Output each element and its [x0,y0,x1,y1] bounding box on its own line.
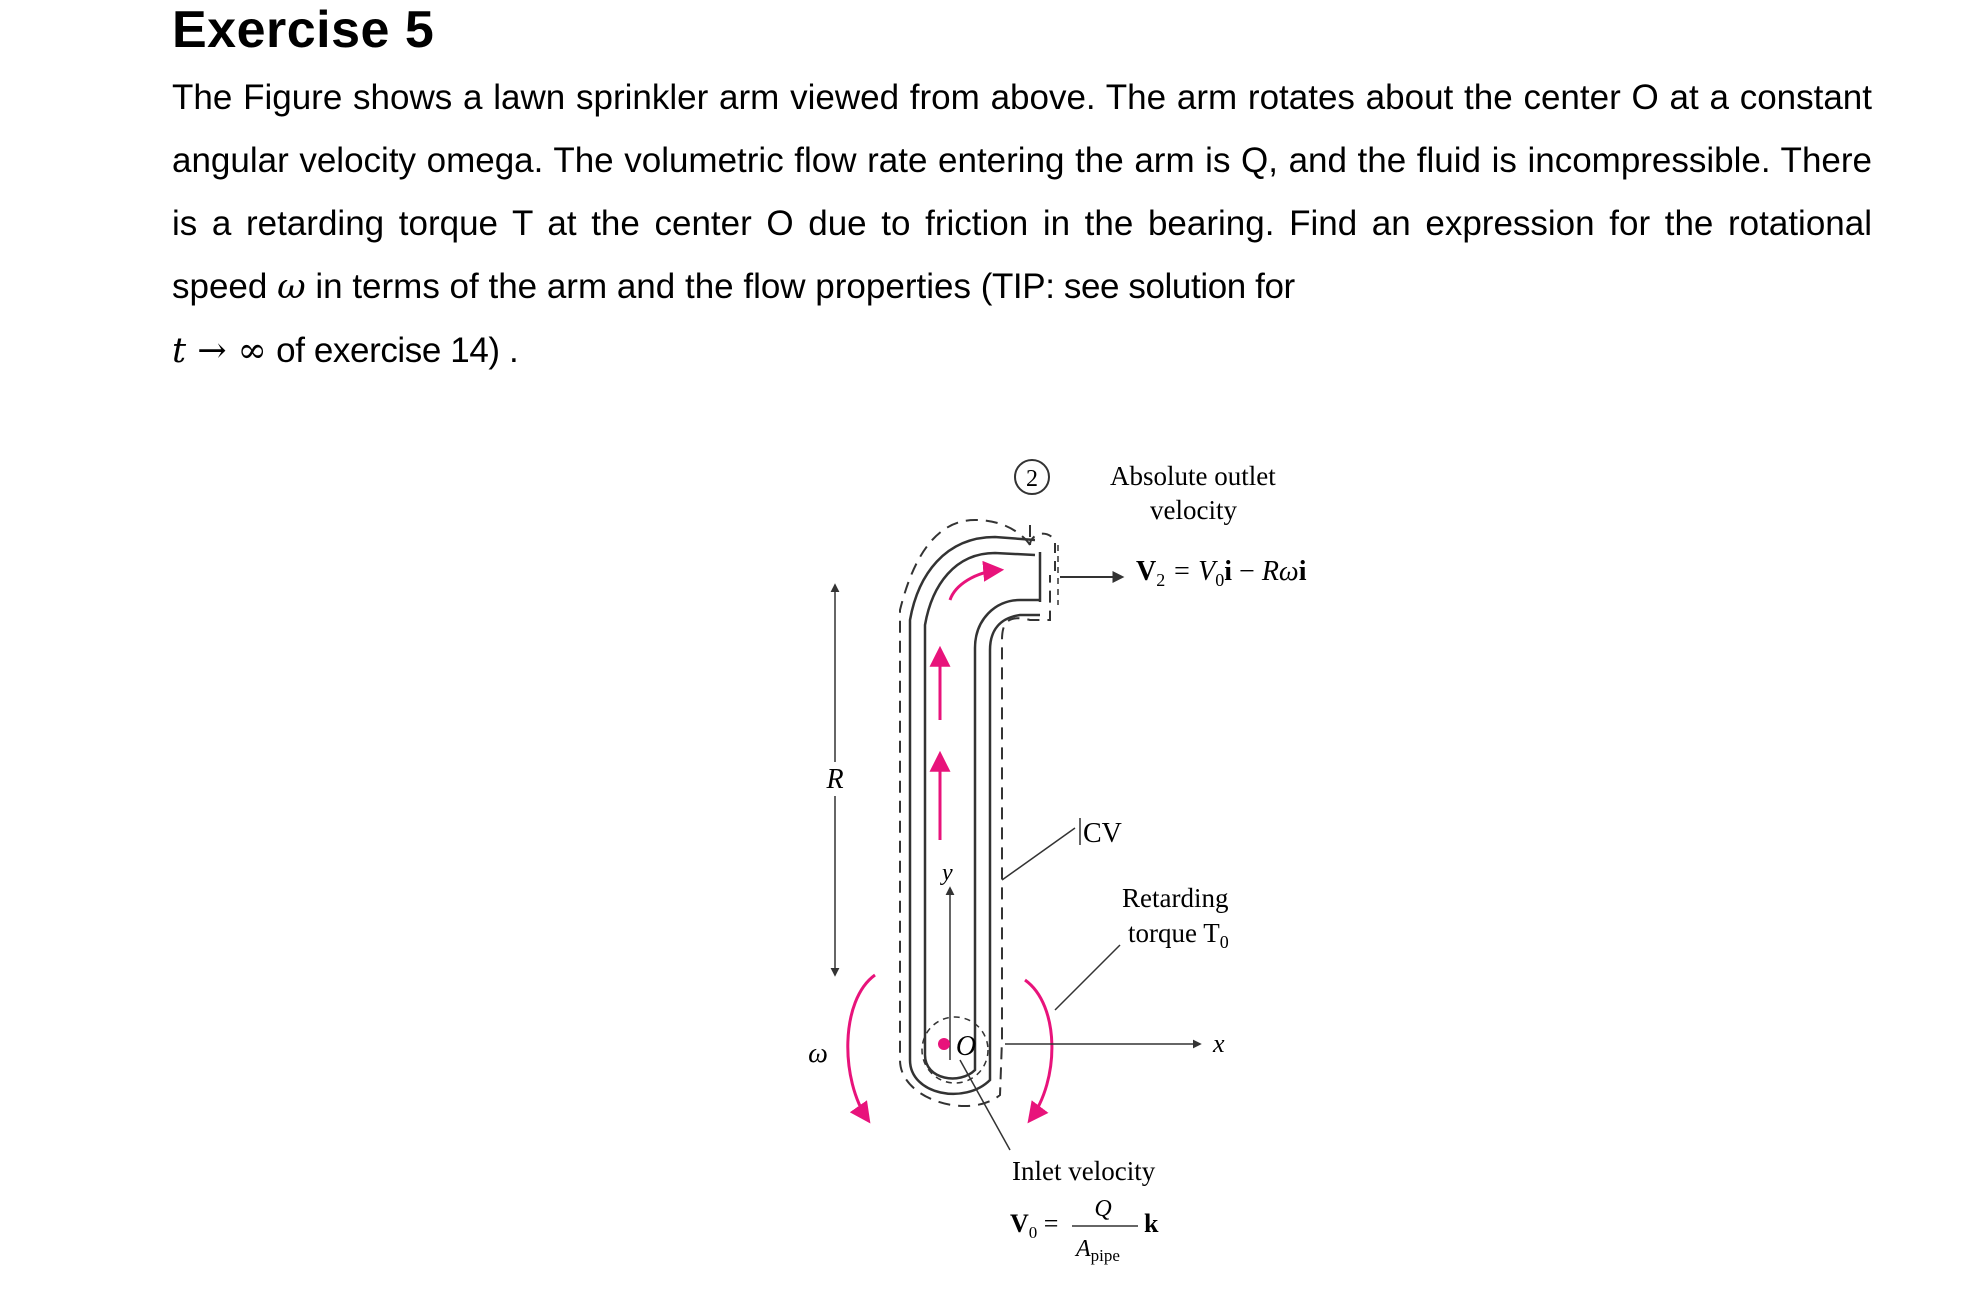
x-label: x [1213,1029,1225,1058]
inlet-denominator: $A_{pipe}$ [1076,1236,1120,1265]
rotation-arrow-right [1025,980,1052,1120]
retarding-line1: Retarding [1122,883,1229,913]
outlet-label-line2: velocity [1150,495,1237,525]
rotation-arrow-left [848,975,875,1120]
tip-close: of exercise 14) . [266,331,519,370]
station-2-number: 2 [1026,466,1038,492]
inlet-k: k [1144,1209,1159,1238]
cv-label: CV [1083,818,1122,849]
y-label: y [942,860,953,886]
problem-text-a: The Figure shows a lawn sprinkler arm viewed from above. The arm rotates about the center O at a constant angular velocity omega. The volumetric flow rate entering the arm is Q, and the fluid is incompressible. There is a retarding torque T at the center O due to friction in the bearing. Find an expression for the rotational speed [172,78,1872,306]
exercise-title: Exercise 5 [172,1,435,59]
omega-symbol: ω [277,267,306,307]
pivot-center-dot [938,1038,950,1050]
omega-label: ω [808,1038,828,1069]
inlet-v0: $V_0$ = [1010,1209,1059,1242]
cv-leader-line [1002,828,1075,880]
outlet-velocity-equation: $V_2 = V_0i - R\omega i$ [1136,556,1307,590]
tip-open: (TIP: see solution for [980,267,1295,306]
r-label: R [826,764,844,795]
torque-leader-line [1055,945,1120,1010]
retarding-line2: torque $T_0$ [1128,918,1229,952]
inlet-label: Inlet velocity [1012,1156,1156,1186]
origin-label: O [955,1031,977,1062]
t-infinity: t → ∞ [172,331,267,371]
problem-text-b: in terms of the arm and the flow properties [305,267,981,306]
sprinkler-arm-inner [925,553,1040,1078]
inlet-numerator: Q [1094,1196,1112,1222]
outlet-label-line1: Absolute outlet [1110,461,1276,491]
